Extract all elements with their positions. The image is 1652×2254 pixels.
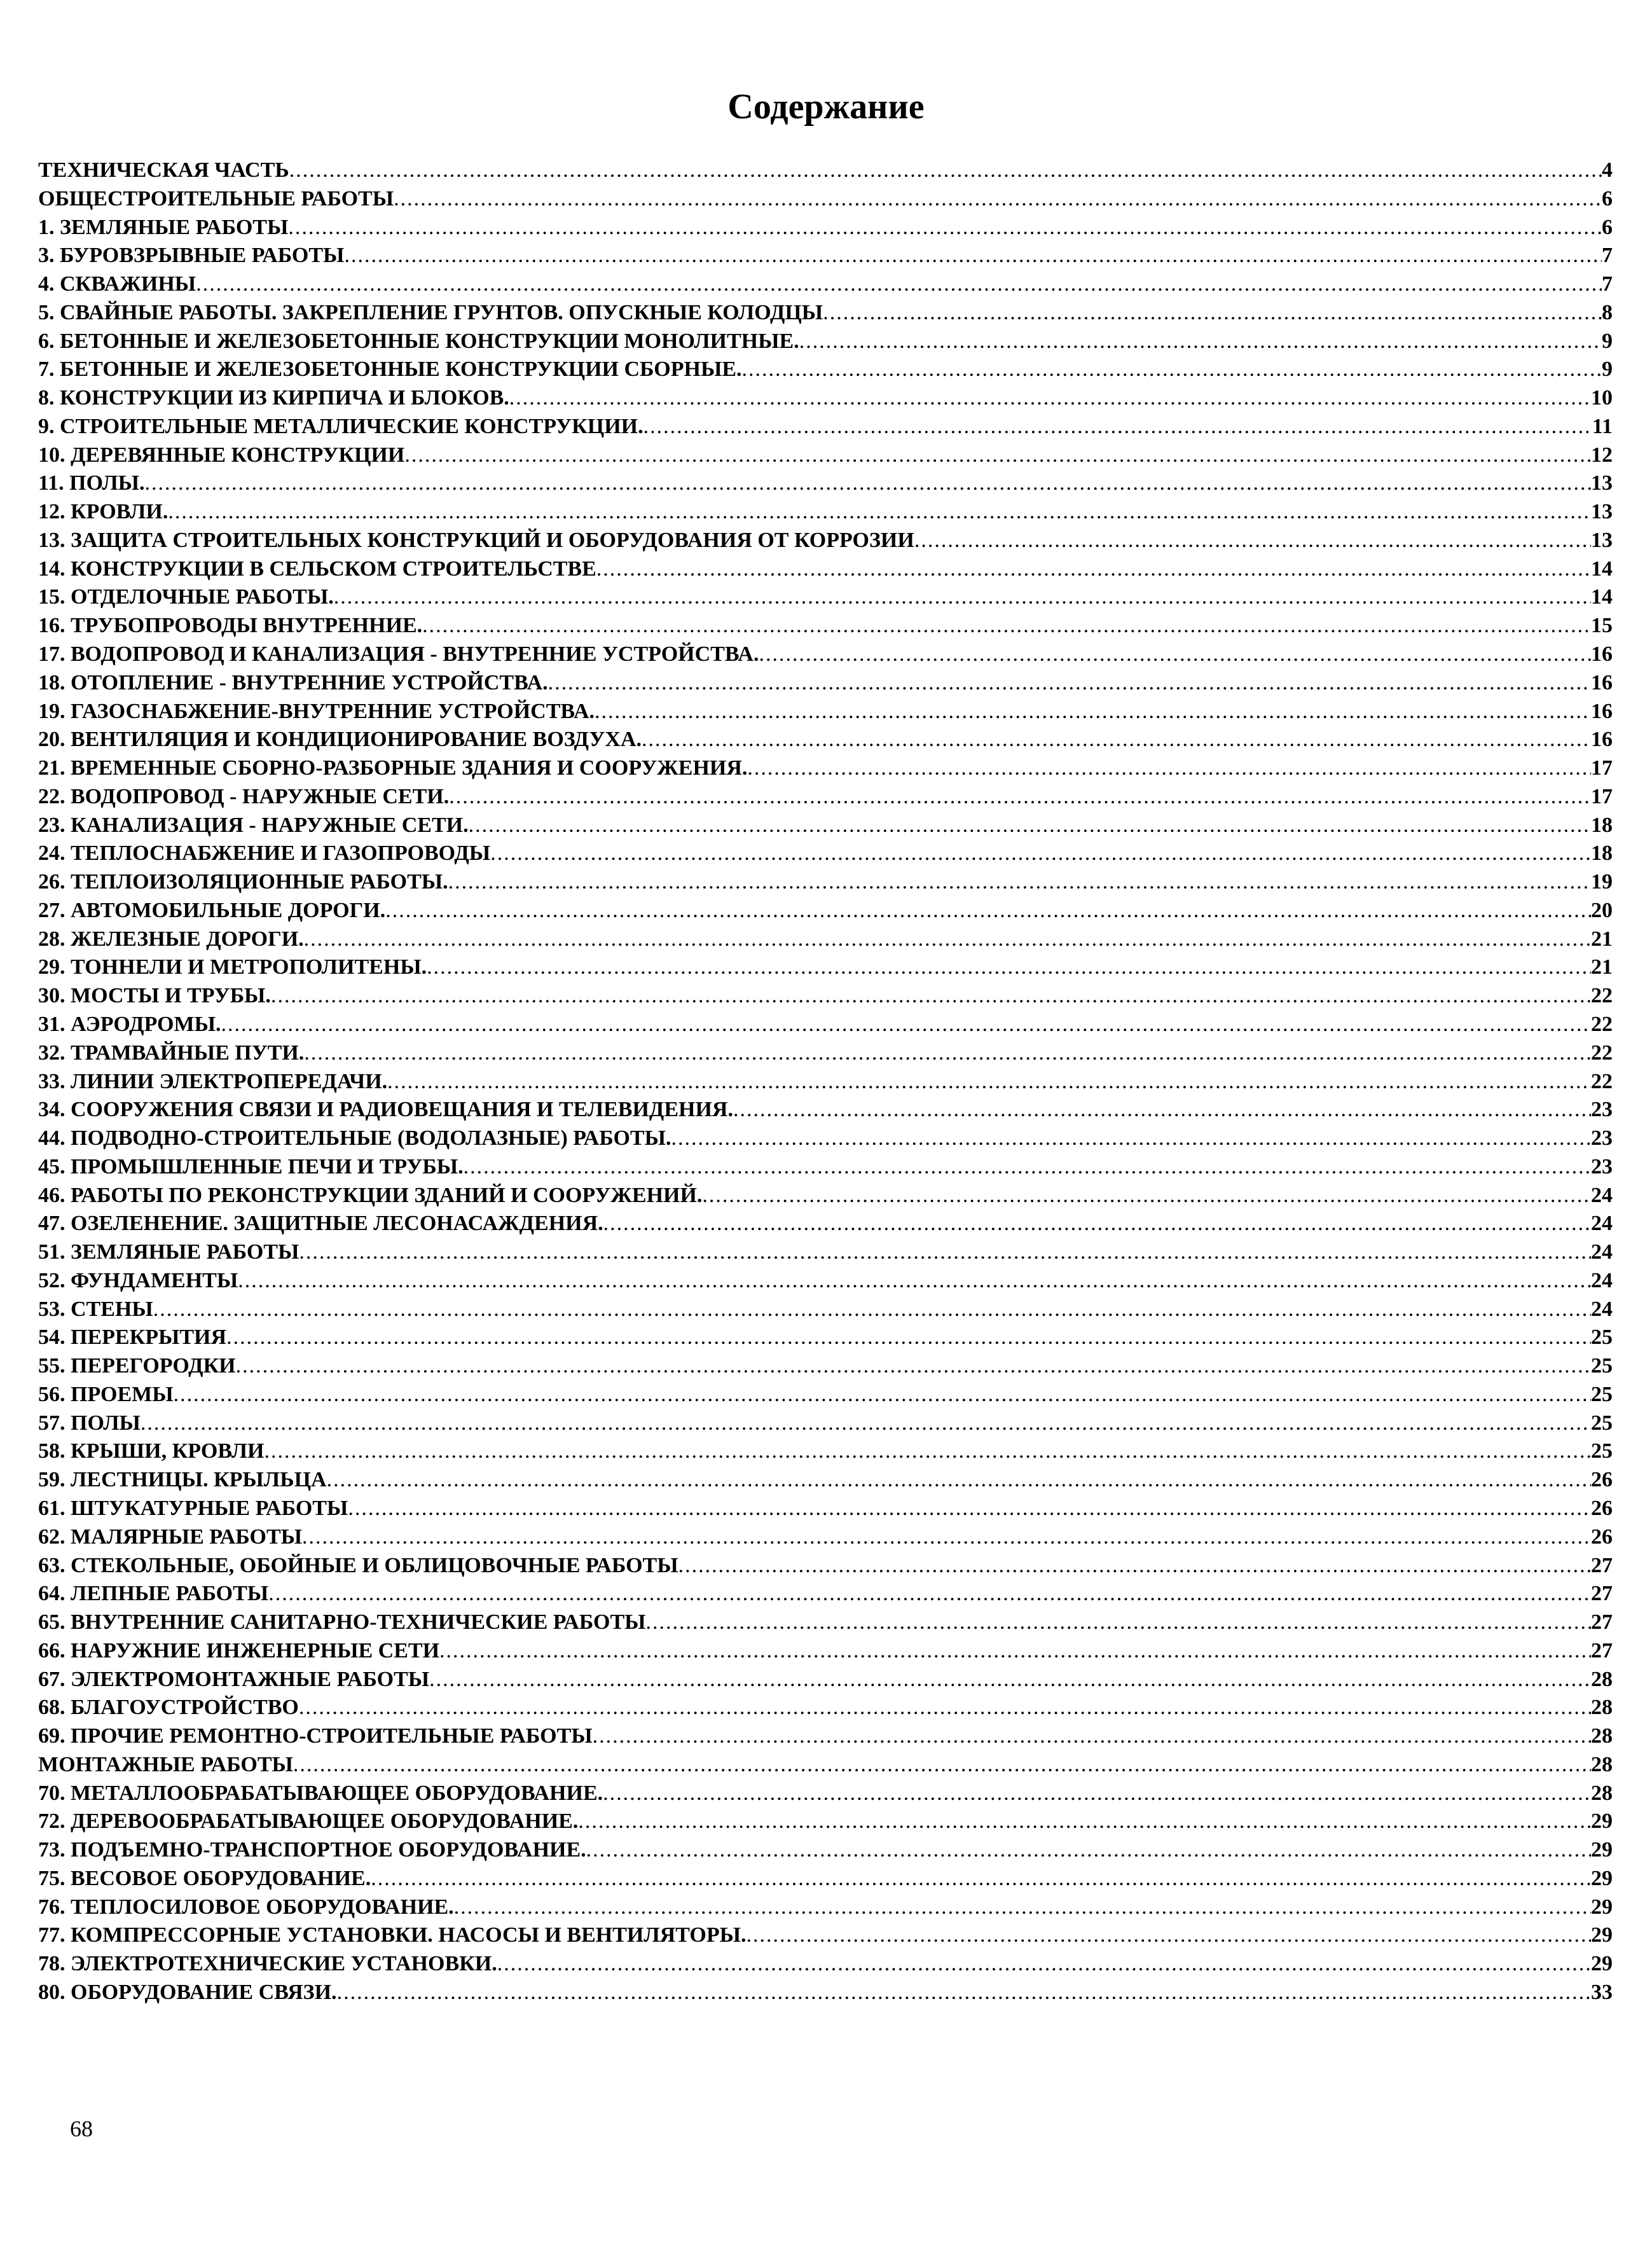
toc-entry-page: 6 — [1602, 186, 1613, 211]
toc-entry[interactable] — [38, 868, 1613, 897]
toc-entry[interactable] — [38, 156, 1613, 185]
toc-dot-leader — [448, 868, 1591, 897]
toc-entry[interactable] — [38, 356, 1613, 384]
toc-entry-title: 14. КОНСТРУКЦИИ В СЕЛЬСКОМ СТРОИТЕЛЬСТВЕ — [38, 557, 596, 581]
toc-entry-title: 65. ВНУТРЕННИЕ САНИТАРНО-ТЕХНИЧЕСКИЕ РАБОТЫ — [38, 1610, 646, 1635]
toc-entry[interactable] — [38, 897, 1613, 925]
toc-entry[interactable] — [38, 982, 1613, 1011]
toc-dot-leader — [348, 1495, 1591, 1523]
toc-entry-page: 29 — [1591, 1866, 1613, 1890]
toc-entry[interactable] — [38, 1637, 1613, 1666]
toc-entry-page: 22 — [1591, 1041, 1613, 1065]
toc-entry-page: 18 — [1591, 841, 1613, 866]
toc-entry-page: 9 — [1602, 357, 1613, 382]
toc-entry[interactable] — [38, 1580, 1613, 1608]
toc-entry-title: 15. ОТДЕЛОЧНЫЕ РАБОТЫ. — [38, 585, 334, 609]
toc-entry[interactable] — [38, 1893, 1613, 1922]
toc-entry[interactable] — [38, 1694, 1613, 1722]
toc-entry-title: 11. ПОЛЫ. — [38, 471, 145, 495]
toc-entry-title: 12. КРОВЛИ. — [38, 500, 169, 524]
toc-entry-page: 22 — [1591, 1069, 1613, 1093]
toc-dot-leader — [268, 1580, 1591, 1608]
toc-entry[interactable] — [38, 1124, 1613, 1153]
toc-dot-leader — [586, 1836, 1591, 1865]
toc-entry-page: 29 — [1591, 1923, 1613, 1947]
toc-entry-title: 3. БУРОВЗРЫВНЫЕ РАБОТЫ — [38, 244, 345, 268]
toc-dot-leader — [603, 1210, 1591, 1238]
toc-entry-title: 46. РАБОТЫ ПО РЕКОНСТРУКЦИИ ЗДАНИЙ И СООРУЖЕНИЙ. — [38, 1183, 703, 1207]
toc-entry-title: 16. ТРУБОПРОВОДЫ ВНУТРЕННИЕ. — [38, 614, 423, 638]
toc-entry-page: 24 — [1591, 1268, 1613, 1292]
toc-dot-leader — [747, 1921, 1591, 1950]
toc-entry-page: 19 — [1591, 870, 1613, 894]
toc-entry[interactable] — [38, 669, 1613, 698]
toc-dot-leader — [271, 982, 1591, 1011]
toc-entry[interactable] — [38, 498, 1613, 527]
toc-entry-page: 26 — [1591, 1468, 1613, 1492]
toc-dot-leader — [293, 1751, 1591, 1780]
toc-entry-title: 29. ТОННЕЛИ И МЕТРОПОЛИТЕНЫ. — [38, 955, 427, 979]
toc-entry-page: 28 — [1591, 1724, 1613, 1748]
toc-dot-leader — [385, 897, 1591, 925]
toc-entry[interactable] — [38, 1068, 1613, 1096]
toc-entry-page: 24 — [1591, 1212, 1613, 1236]
toc-entry-page: 9 — [1602, 329, 1613, 353]
toc-entry[interactable] — [38, 1352, 1613, 1381]
toc-entry[interactable] — [38, 527, 1613, 555]
toc-dot-leader — [603, 1780, 1591, 1808]
toc-entry-page: 29 — [1591, 1809, 1613, 1834]
toc-entry[interactable] — [38, 1836, 1613, 1865]
toc-entry-title: 30. МОСТЫ И ТРУБЫ. — [38, 984, 271, 1008]
toc-entry-page: 13 — [1591, 528, 1613, 552]
toc-entry-page: 14 — [1591, 585, 1613, 609]
toc-entry-title: 62. МАЛЯРНЫЕ РАБОТЫ — [38, 1525, 303, 1549]
toc-entry-page: 16 — [1591, 728, 1613, 752]
toc-dot-leader — [593, 1722, 1591, 1751]
toc-entry[interactable] — [38, 1780, 1613, 1808]
toc-entry[interactable] — [38, 384, 1613, 413]
toc-entry-page: 4 — [1602, 158, 1613, 182]
toc-entry[interactable] — [38, 1495, 1613, 1523]
toc-dot-leader — [141, 1409, 1591, 1438]
toc-entry-title: 33. ЛИНИИ ЭЛЕКТРОПЕРЕДАЧИ. — [38, 1069, 388, 1093]
toc-entry-page: 6 — [1602, 215, 1613, 239]
toc-entry-page: 22 — [1591, 1012, 1613, 1036]
toc-entry-page: 16 — [1591, 699, 1613, 723]
toc-dot-leader — [168, 498, 1591, 527]
toc-dot-leader — [387, 1068, 1591, 1096]
toc-entry-page: 25 — [1591, 1382, 1613, 1406]
toc-entry-page: 17 — [1591, 756, 1613, 780]
toc-entry-title: 77. КОМПРЕССОРНЫЕ УСТАНОВКИ. НАСОСЫ И ВЕНТИЛЯТОРЫ. — [38, 1923, 747, 1947]
toc-entry-page: 23 — [1591, 1098, 1613, 1122]
toc-entry[interactable] — [38, 299, 1613, 328]
toc-entry-page: 24 — [1591, 1240, 1613, 1264]
toc-entry-page: 25 — [1591, 1354, 1613, 1378]
toc-entry[interactable] — [38, 1921, 1613, 1950]
toc-entry-page: 17 — [1591, 784, 1613, 808]
toc-dot-leader — [174, 1381, 1591, 1409]
toc-dot-leader — [449, 783, 1591, 812]
toc-entry-title: 17. ВОДОПРОВОД И КАНАЛИЗАЦИЯ - ВНУТРЕННИЕ УСТРОЙСТВА. — [38, 642, 759, 667]
toc-dot-leader — [509, 384, 1591, 413]
toc-entry-page: 27 — [1591, 1553, 1613, 1577]
toc-entry[interactable] — [38, 185, 1613, 214]
toc-entry-page: 18 — [1591, 813, 1613, 837]
toc-dot-leader — [742, 356, 1602, 384]
toc-entry[interactable] — [38, 812, 1613, 840]
toc-entry[interactable] — [38, 953, 1613, 982]
toc-entry-title: 70. МЕТАЛЛООБРАБАТЫВАЮЩЕЕ ОБОРУДОВАНИЕ. — [38, 1781, 603, 1805]
toc-entry-title: 20. ВЕНТИЛЯЦИЯ И КОНДИЦИОНИРОВАНИЕ ВОЗДУХА. — [38, 728, 642, 752]
toc-entry-page: 27 — [1591, 1582, 1613, 1606]
toc-entry-title: 9. СТРОИТЕЛЬНЫЕ МЕТАЛЛИЧЕСКИЕ КОНСТРУКЦИИ. — [38, 414, 644, 438]
toc-entry-title: 64. ЛЕПНЫЕ РАБОТЫ — [38, 1582, 269, 1606]
toc-entry[interactable] — [38, 1466, 1613, 1495]
toc-entry[interactable] — [38, 1039, 1613, 1068]
toc-dot-leader — [299, 1694, 1591, 1722]
toc-entry-title: 22. ВОДОПРОВОД - НАРУЖНЫЕ СЕТИ. — [38, 784, 450, 808]
toc-dot-leader — [497, 1950, 1591, 1979]
toc-dot-leader — [823, 299, 1602, 328]
toc-dot-leader — [914, 527, 1591, 555]
toc-dot-leader — [578, 1808, 1591, 1836]
toc-entry[interactable] — [38, 1182, 1613, 1210]
toc-dot-leader — [646, 1608, 1591, 1637]
toc-dot-leader — [548, 669, 1591, 698]
toc-entry-page: 28 — [1591, 1696, 1613, 1720]
toc-dot-leader — [595, 698, 1591, 726]
toc-entry-title: 54. ПЕРЕКРЫТИЯ — [38, 1325, 227, 1350]
toc-dot-leader — [221, 1011, 1591, 1039]
toc-entry-page: 8 — [1602, 300, 1613, 324]
toc-dot-leader — [304, 1039, 1591, 1068]
toc-entry-page: 13 — [1591, 471, 1613, 495]
toc-entry-title: 34. СООРУЖЕНИЯ СВЯЗИ И РАДИОВЕЩАНИЯ И ТЕЛЕВИДЕНИЯ. — [38, 1098, 733, 1122]
toc-entry-page: 26 — [1591, 1496, 1613, 1520]
toc-entry-title: 5. СВАЙНЫЕ РАБОТЫ. ЗАКРЕПЛЕНИЕ ГРУНТОВ. ОПУСКНЫЕ КОЛОДЦЫ — [38, 300, 823, 324]
toc-entry-title: 52. ФУНДАМЕНТЫ — [38, 1268, 238, 1292]
toc-entry[interactable] — [38, 1751, 1613, 1780]
toc-entry[interactable] — [38, 1238, 1613, 1267]
toc-entry-title: 8. КОНСТРУКЦИИ ИЗ КИРПИЧА И БЛОКОВ. — [38, 386, 509, 410]
toc-dot-leader — [439, 1637, 1591, 1666]
toc-entry-page: 29 — [1591, 1838, 1613, 1862]
toc-entry[interactable] — [38, 1381, 1613, 1409]
toc-dot-leader — [337, 1979, 1591, 2007]
toc-entry-title: 31. АЭРОДРОМЫ. — [38, 1012, 221, 1036]
toc-entry[interactable] — [38, 1950, 1613, 1979]
toc-entry[interactable] — [38, 469, 1613, 498]
toc-entry-title: 69. ПРОЧИЕ РЕМОНТНО-СТРОИТЕЛЬНЫЕ РАБОТЫ — [38, 1724, 593, 1748]
toc-entry-title: 28. ЖЕЛЕЗНЫЕ ДОРОГИ. — [38, 927, 304, 951]
toc-entry[interactable] — [38, 413, 1613, 441]
toc-dot-leader — [454, 1893, 1591, 1922]
toc-entry-page: 14 — [1591, 557, 1613, 581]
toc-dot-leader — [327, 1466, 1591, 1495]
toc-dot-leader — [394, 185, 1602, 214]
toc-entry-title: 23. КАНАЛИЗАЦИЯ - НАРУЖНЫЕ СЕТИ. — [38, 813, 469, 837]
toc-entry-title: 55. ПЕРЕГОРОДКИ — [38, 1354, 236, 1378]
toc-entry-page: 24 — [1591, 1183, 1613, 1207]
toc-entry-page: 12 — [1591, 443, 1613, 467]
toc-entry[interactable] — [38, 1666, 1613, 1694]
toc-entry-title: 18. ОТОПЛЕНИЕ - ВНУТРЕННИЕ УСТРОЙСТВА. — [38, 670, 548, 695]
toc-entry[interactable] — [38, 1437, 1613, 1466]
toc-entry[interactable] — [38, 1409, 1613, 1438]
toc-entry[interactable] — [38, 1865, 1613, 1893]
toc-entry-title: 57. ПОЛЫ — [38, 1411, 141, 1435]
toc-entry[interactable] — [38, 726, 1613, 754]
toc-entry-title: 68. БЛАГОУСТРОЙСТВО — [38, 1696, 299, 1720]
toc-dot-leader — [145, 469, 1591, 498]
toc-entry[interactable] — [38, 1210, 1613, 1238]
toc-entry-title: 56. ПРОЕМЫ — [38, 1382, 174, 1406]
toc-entry-page: 7 — [1602, 244, 1613, 268]
toc-dot-leader — [464, 1153, 1591, 1182]
toc-entry-page: 25 — [1591, 1325, 1613, 1350]
toc-dot-leader — [759, 640, 1591, 669]
toc-entry[interactable] — [38, 583, 1613, 612]
toc-entry-title: МОНТАЖНЫЕ РАБОТЫ — [38, 1752, 293, 1776]
toc-entry[interactable] — [38, 754, 1613, 783]
toc-entry-title: 24. ТЕПЛОСНАБЖЕНИЕ И ГАЗОПРОВОДЫ — [38, 841, 491, 866]
toc-entry-page: 23 — [1591, 1126, 1613, 1151]
toc-entry[interactable] — [38, 270, 1613, 299]
toc-entry-page: 29 — [1591, 1895, 1613, 1919]
toc-entry-title: 6. БЕТОННЫЕ И ЖЕЛЕЗОБЕТОННЫЕ КОНСТРУКЦИИ МОНОЛИТНЫЕ. — [38, 329, 799, 353]
toc-entry-title: 13. ЗАЩИТА СТРОИТЕЛЬНЫХ КОНСТРУКЦИЙ И ОБОРУДОВАНИЯ ОТ КОРРОЗИИ — [38, 528, 914, 552]
toc-entry-title: 61. ШТУКАТУРНЫЕ РАБОТЫ — [38, 1496, 348, 1520]
toc-entry-title: 63. СТЕКОЛЬНЫЕ, ОБОЙНЫЕ И ОБЛИЦОВОЧНЫЕ РАБОТЫ — [38, 1553, 678, 1577]
toc-entry[interactable] — [38, 1267, 1613, 1296]
toc-entry[interactable] — [38, 242, 1613, 270]
toc-entry[interactable] — [38, 698, 1613, 726]
toc-dot-leader — [469, 812, 1591, 840]
toc-entry[interactable] — [38, 555, 1613, 584]
toc-entry-page: 33 — [1591, 1981, 1613, 2004]
toc-entry[interactable] — [38, 925, 1613, 954]
page-title: Содержание — [727, 87, 925, 127]
toc-entry-page: 15 — [1591, 614, 1613, 638]
toc-dot-leader — [299, 1238, 1591, 1267]
toc-entry-page: 10 — [1591, 386, 1613, 410]
toc-entry-page: 29 — [1591, 1952, 1613, 1976]
toc-entry-title: 80. ОБОРУДОВАНИЕ СВЯЗИ. — [38, 1981, 337, 2004]
toc-entry[interactable] — [38, 1324, 1613, 1352]
toc-dot-leader — [196, 270, 1602, 299]
toc-entry[interactable] — [38, 328, 1613, 356]
toc-entry-title: 59. ЛЕСТНИЦЫ. КРЫЛЬЦА — [38, 1468, 327, 1492]
table-of-contents — [38, 156, 1613, 2007]
toc-dot-leader — [371, 1865, 1591, 1893]
toc-entry-page: 28 — [1591, 1752, 1613, 1776]
toc-dot-leader — [226, 1324, 1591, 1352]
toc-entry-title: 67. ЭЛЕКТРОМОНТАЖНЫЕ РАБОТЫ — [38, 1667, 430, 1691]
toc-entry[interactable] — [38, 1808, 1613, 1836]
toc-entry[interactable] — [38, 214, 1613, 242]
toc-entry-page: 16 — [1591, 670, 1613, 695]
toc-entry-title: 45. ПРОМЫШЛЕННЫЕ ПЕЧИ И ТРУБЫ. — [38, 1154, 464, 1179]
toc-entry-page: 28 — [1591, 1781, 1613, 1805]
toc-entry-page: 7 — [1602, 272, 1613, 296]
toc-dot-leader — [344, 242, 1602, 270]
toc-entry-page: 28 — [1591, 1667, 1613, 1691]
toc-entry-title: 32. ТРАМВАЙНЫЕ ПУТИ. — [38, 1041, 305, 1065]
toc-dot-leader — [642, 726, 1591, 754]
toc-entry-page: 13 — [1591, 500, 1613, 524]
toc-dot-leader — [490, 840, 1591, 868]
toc-dot-leader — [288, 214, 1602, 242]
toc-entry-title: 44. ПОДВОДНО-СТРОИТЕЛЬНЫЕ (ВОДОЛАЗНЫЕ) РАБОТЫ. — [38, 1126, 671, 1151]
toc-entry[interactable] — [38, 1153, 1613, 1182]
toc-dot-leader — [702, 1182, 1591, 1210]
toc-dot-leader — [302, 1523, 1591, 1552]
toc-entry[interactable] — [38, 783, 1613, 812]
toc-dot-leader — [671, 1124, 1592, 1153]
toc-entry-title: 53. СТЕНЫ — [38, 1297, 153, 1321]
toc-entry-page: 22 — [1591, 984, 1613, 1008]
toc-entry[interactable] — [38, 1979, 1613, 2007]
toc-dot-leader — [289, 156, 1602, 185]
toc-entry-page: 25 — [1591, 1439, 1613, 1463]
toc-entry-title: 27. АВТОМОБИЛЬНЫЕ ДОРОГИ. — [38, 898, 386, 922]
toc-entry-page: 24 — [1591, 1297, 1613, 1321]
toc-dot-leader — [404, 441, 1591, 470]
toc-entry-title: 76. ТЕПЛОСИЛОВОЕ ОБОРУДОВАНИЕ. — [38, 1895, 454, 1919]
toc-entry[interactable] — [38, 612, 1613, 640]
toc-entry[interactable] — [38, 1552, 1613, 1580]
toc-entry[interactable] — [38, 1722, 1613, 1751]
toc-entry-title: 1. ЗЕМЛЯНЫЕ РАБОТЫ — [38, 215, 289, 239]
toc-dot-leader — [596, 555, 1591, 584]
toc-entry[interactable] — [38, 1096, 1613, 1124]
toc-dot-leader — [238, 1267, 1591, 1296]
toc-entry-page: 27 — [1591, 1610, 1613, 1635]
toc-entry-title: 58. КРЫШИ, КРОВЛИ — [38, 1439, 265, 1463]
toc-dot-leader — [422, 612, 1591, 640]
toc-dot-leader — [236, 1352, 1591, 1381]
page-number: 68 — [70, 2116, 93, 2141]
toc-entry-title: 78. ЭЛЕКТРОТЕХНИЧЕСКИЕ УСТАНОВКИ. — [38, 1952, 497, 1976]
toc-entry-page: 27 — [1591, 1638, 1613, 1663]
toc-entry-title: 73. ПОДЪЕМНО-ТРАНСПОРТНОЕ ОБОРУДОВАНИЕ. — [38, 1838, 586, 1862]
toc-dot-leader — [747, 754, 1591, 783]
toc-entry-page: 11 — [1592, 414, 1613, 438]
toc-entry-title: 47. ОЗЕЛЕНЕНИЕ. ЗАЩИТНЫЕ ЛЕСОНАСАЖДЕНИЯ. — [38, 1212, 603, 1236]
toc-entry[interactable] — [38, 840, 1613, 868]
toc-entry[interactable] — [38, 441, 1613, 470]
toc-entry-title: 4. СКВАЖИНЫ — [38, 272, 196, 296]
toc-entry[interactable] — [38, 1608, 1613, 1637]
toc-dot-leader — [153, 1296, 1591, 1324]
toc-entry[interactable] — [38, 1523, 1613, 1552]
toc-entry-title: 66. НАРУЖНИЕ ИНЖЕНЕРНЫЕ СЕТИ — [38, 1638, 440, 1663]
toc-entry[interactable] — [38, 640, 1613, 669]
toc-dot-leader — [644, 413, 1592, 441]
toc-dot-leader — [427, 953, 1591, 982]
toc-entry-page: 21 — [1591, 927, 1613, 951]
toc-entry-page: 20 — [1591, 898, 1613, 922]
toc-entry-page: 26 — [1591, 1525, 1613, 1549]
toc-entry-title: 7. БЕТОННЫЕ И ЖЕЛЕЗОБЕТОННЫЕ КОНСТРУКЦИИ СБОРНЫЕ. — [38, 357, 742, 382]
toc-entry-page: 23 — [1591, 1154, 1613, 1179]
toc-entry[interactable] — [38, 1011, 1613, 1039]
toc-entry-page: 16 — [1591, 642, 1613, 667]
toc-entry-title: ТЕХНИЧЕСКАЯ ЧАСТЬ — [38, 158, 289, 182]
toc-entry-page: 21 — [1591, 955, 1613, 979]
toc-entry-title: 72. ДЕРЕВООБРАБАТЫВАЮЩЕЕ ОБОРУДОВАНИЕ. — [38, 1809, 579, 1834]
toc-entry-title: 75. ВЕСОВОЕ ОБОРУДОВАНИЕ. — [38, 1866, 371, 1890]
toc-dot-leader — [733, 1096, 1591, 1124]
toc-dot-leader — [304, 925, 1591, 954]
toc-entry-title: 21. ВРЕМЕННЫЕ СБОРНО-РАЗБОРНЫЕ ЗДАНИЯ И СООРУЖЕНИЯ. — [38, 756, 748, 780]
toc-dot-leader — [334, 583, 1591, 612]
toc-entry-title: ОБЩЕСТРОИТЕЛЬНЫЕ РАБОТЫ — [38, 186, 394, 211]
toc-entry[interactable] — [38, 1296, 1613, 1324]
toc-entry-title: 26. ТЕПЛОИЗОЛЯЦИОННЫЕ РАБОТЫ. — [38, 870, 448, 894]
toc-dot-leader — [429, 1666, 1591, 1694]
toc-entry-title: 19. ГАЗОСНАБЖЕНИЕ-ВНУТРЕННИЕ УСТРОЙСТВА. — [38, 699, 595, 723]
toc-entry-title: 51. ЗЕМЛЯНЫЕ РАБОТЫ — [38, 1240, 299, 1264]
toc-dot-leader — [678, 1552, 1591, 1580]
toc-dot-leader — [799, 328, 1602, 356]
toc-entry-page: 25 — [1591, 1411, 1613, 1435]
toc-dot-leader — [264, 1437, 1591, 1466]
toc-entry-title: 10. ДЕРЕВЯННЫЕ КОНСТРУКЦИИ — [38, 443, 405, 467]
